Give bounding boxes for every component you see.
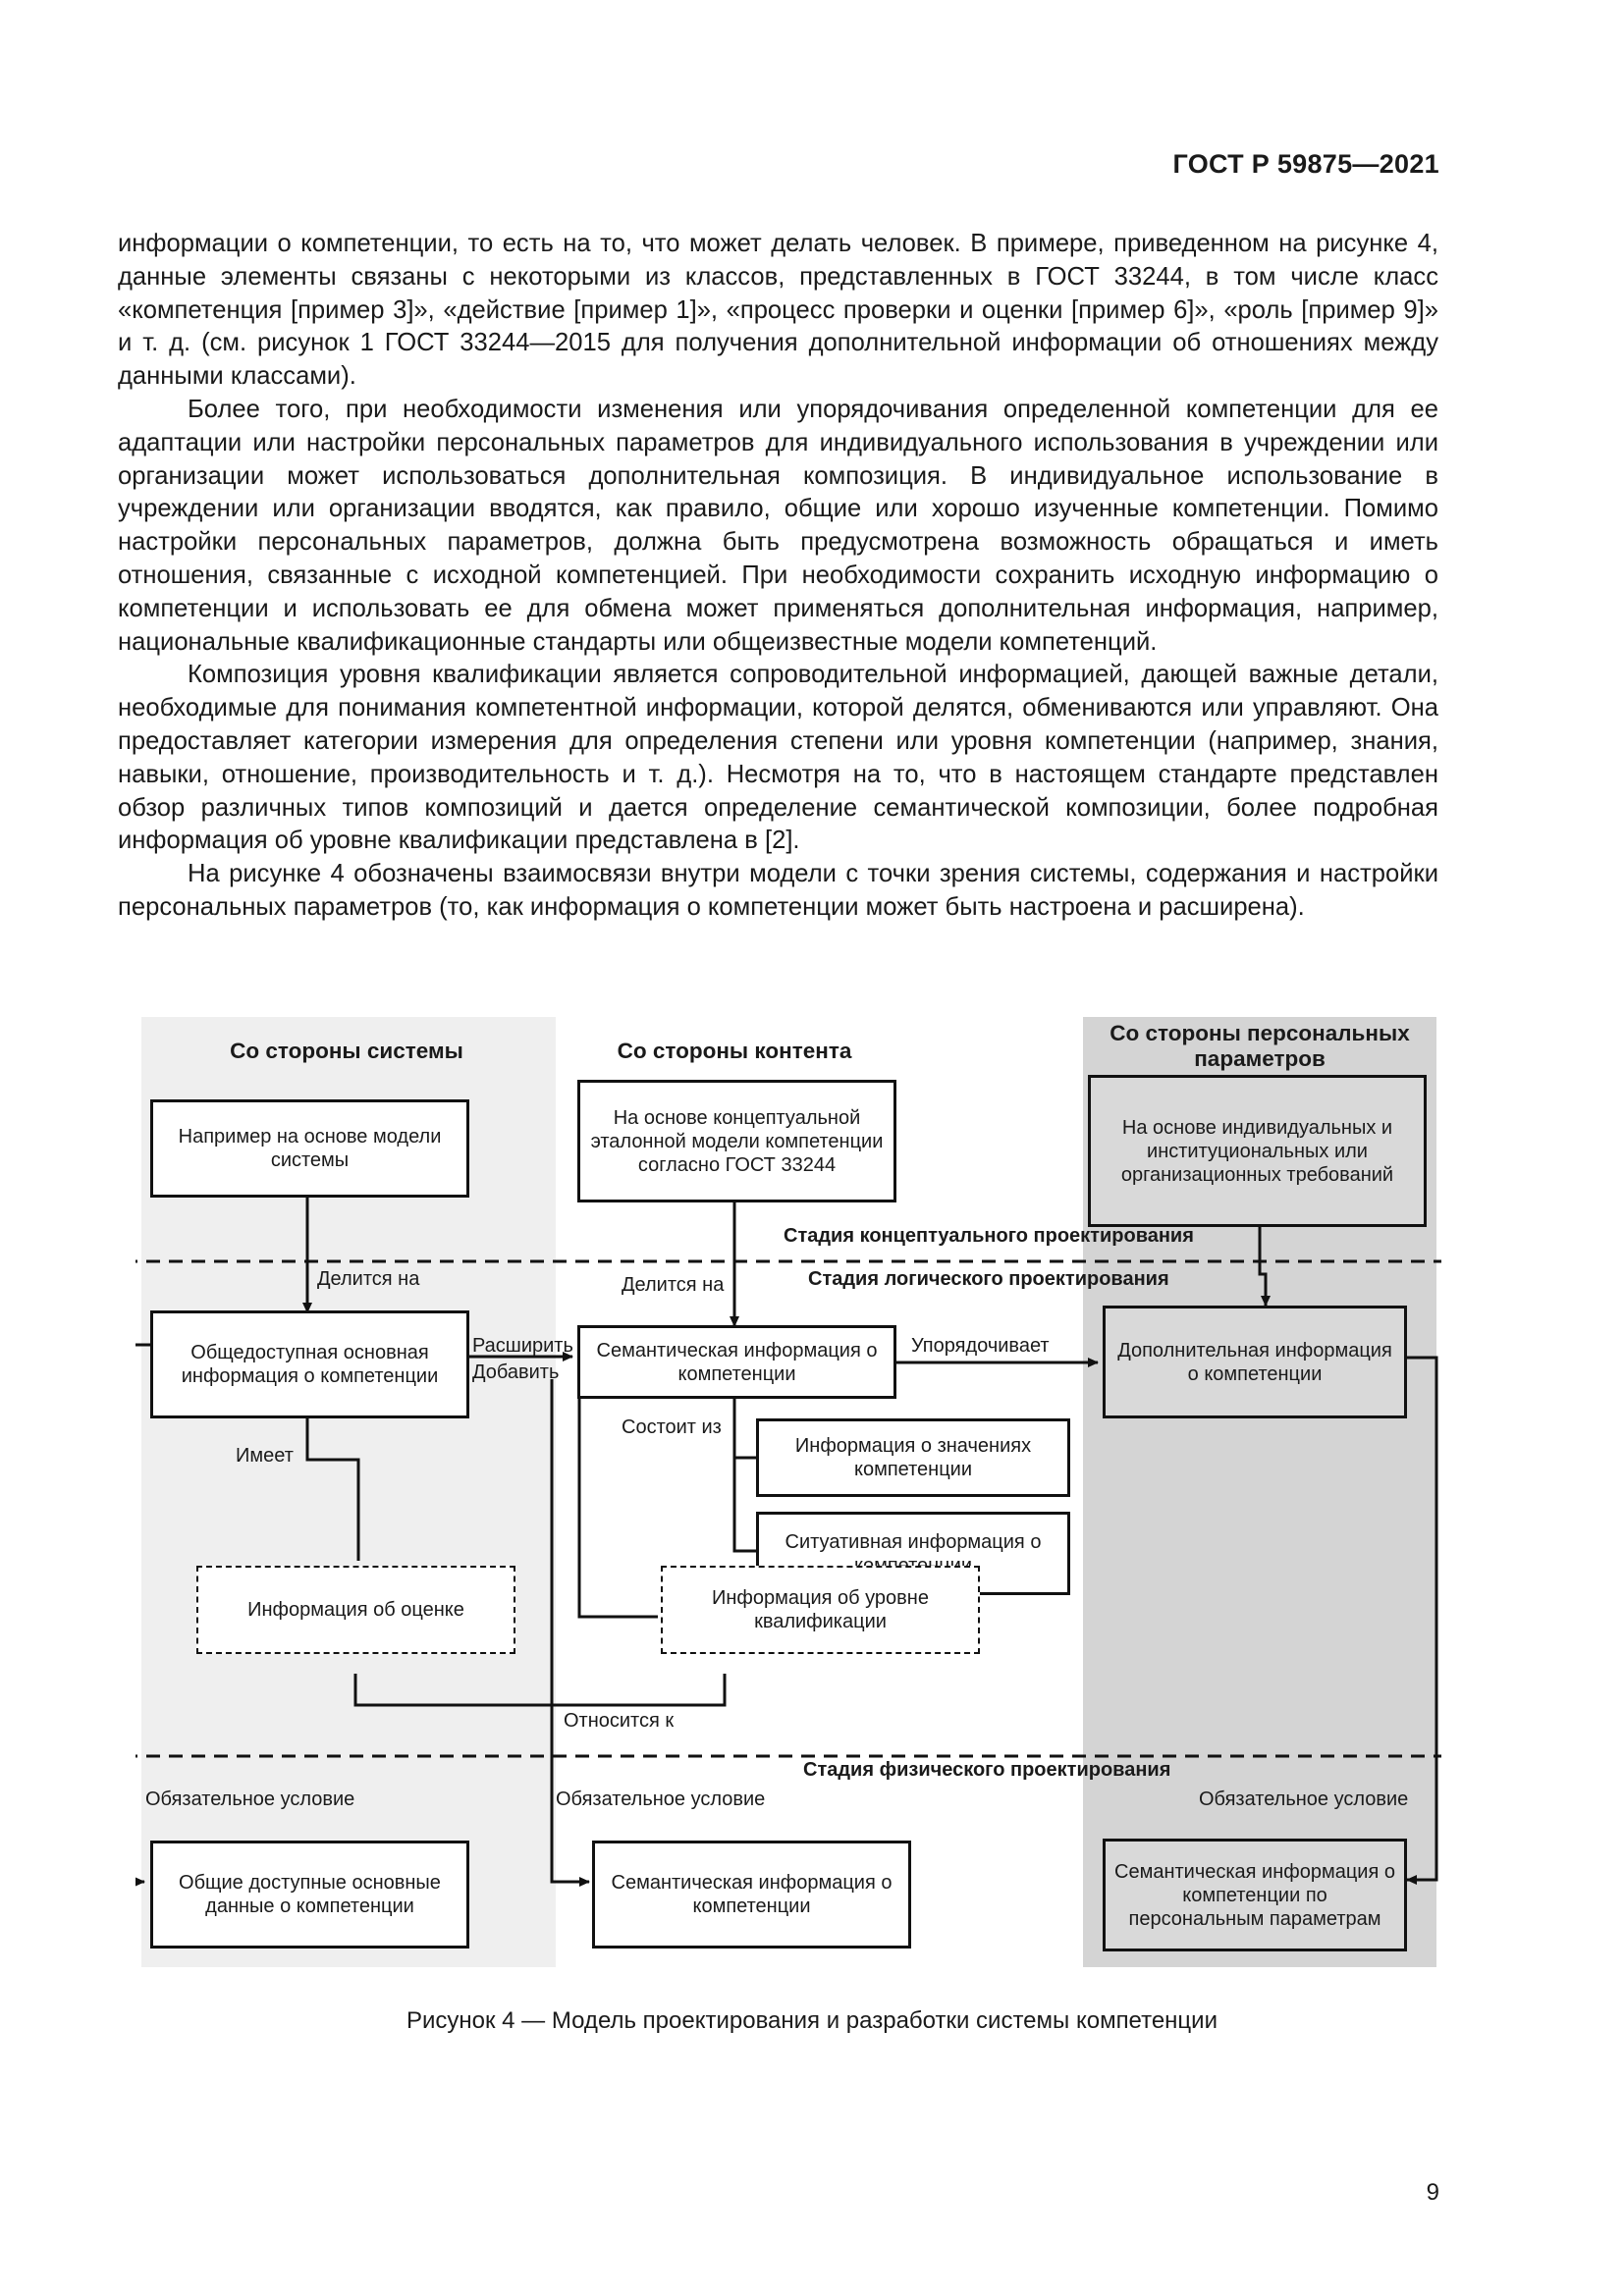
standard-header: ГОСТ Р 59875—2021 (1172, 149, 1439, 179)
figure-caption: Рисунок 4 — Модель проектирования и разработки системы компетенции (406, 2007, 1218, 2034)
system-column-title: Со стороны системы (230, 1039, 463, 1063)
content-model-box: На основе концептуальной эталонной модели компетенции согласно ГОСТ 33244 (577, 1080, 896, 1202)
figure-4 (135, 1011, 1441, 1973)
public-data-box: Общие доступные основные данные о компетенции (150, 1841, 469, 1949)
label-divided-system: Делится на (317, 1268, 420, 1290)
personal-requirements-box: На основе индивидуальных и институциональных или организационных требований (1088, 1075, 1427, 1227)
paragraph: Более того, при необходимости изменения или упорядочивания определенной компетенции для ее адаптации или настройки персональных параметров для индивидуального использования в учреждении или организации может использоваться дополнительная композиция. В индивидуальное использование в учреждении или организации вводятся, как правило, общие или хорошо изученные компетенции. Помимо настройки персональных параметров, должна быть предусмотрена возможность обращаться и иметь отношения, связанные с исходной компетенцией. При необходимости сохранить исходную информацию о компетенции и использовать ее для обмена может применяться дополнительная информация, например, национальные квалификационные стандарты или общеизвестные модели компетенций. (118, 395, 1438, 656)
value-info-box: Информация о значениях компетенции (756, 1418, 1070, 1497)
label-orders: Упорядочивает (911, 1335, 1050, 1357)
label-mandatory-personal: Обязательное условие (1199, 1789, 1409, 1810)
stage-physical: Стадия физического проектирования (803, 1759, 1171, 1781)
semantic-info-box: Семантическая информация о компетенции (577, 1325, 896, 1399)
system-model-box: Например на основе модели системы (150, 1099, 469, 1198)
label-relates: Относится к (564, 1710, 675, 1732)
paragraph: информации о компетенции, то есть на то, что может делать человек. В примере, приведенном на рисунке 4, данные элементы связаны с некоторыми из классов, представленных в ГОСТ 33244, в том числе класс «компетенция [пример 3]», «действие [пример 1]», «процесс проверки и оценки [пример 6]», «роль [пример 9]» и т. д. (см. рисунок 1 ГОСТ 33244—2015 для получения дополнительной информации об отношениях между данными классами). (118, 230, 1438, 391)
assessment-info-box: Информация об оценке (196, 1566, 515, 1654)
semantic-personal-box: Семантическая информация о компетенции по персональным параметрам (1103, 1839, 1407, 1951)
public-info-box: Общедоступная основная информация о компетенции (150, 1310, 469, 1418)
stage-logical: Стадия логического проектирования (808, 1268, 1169, 1290)
paragraph: На рисунке 4 обозначены взаимосвязи внутри модели с точки зрения системы, содержания и настройки персональных параметров (то, как информация о компетенции может быть настроена и расширена). (118, 860, 1438, 921)
label-divided-content: Делится на (622, 1274, 725, 1296)
personal-column-title: Со стороны персональных параметров (1110, 1021, 1410, 1071)
label-mandatory-content: Обязательное условие (556, 1789, 766, 1810)
additional-info-box: Дополнительная информация о компетенции (1103, 1306, 1407, 1418)
stage-conceptual: Стадия концептуального проектирования (784, 1225, 1194, 1247)
label-mandatory-system: Обязательное условие (145, 1789, 355, 1810)
situational-info-box: Ситуативная информация о (756, 1512, 1070, 1595)
level-info-box: Информация об уровне квалификации (661, 1566, 980, 1654)
body-text (118, 228, 1438, 925)
label-add: Добавить (472, 1362, 560, 1383)
paragraph: Композиция уровня квалификации является сопроводительной информацией, дающей важные детали, необходимые для понимания компетентной информации, которой делятся, обмениваются или управляют. Она предоставляет категории измерения для определения степени или уровня компетенции (например, знания, навыки, отношение, производительность и т. д.). Несмотря на то, что в настоящем стандарте представлен обзор различных типов композиций и дается определение семантической композиции, более подробная информация об уровне квалификации представлена в [2]. (118, 661, 1438, 855)
content-column-title: Со стороны контента (617, 1039, 852, 1063)
semantic-physical-box: Семантическая информация о компетенции (592, 1841, 911, 1949)
label-extend: Расширить (472, 1335, 573, 1357)
label-consists: Состоит из (622, 1416, 722, 1438)
label-has: Имеет (236, 1445, 294, 1467)
page-number: 9 (1426, 2179, 1439, 2206)
